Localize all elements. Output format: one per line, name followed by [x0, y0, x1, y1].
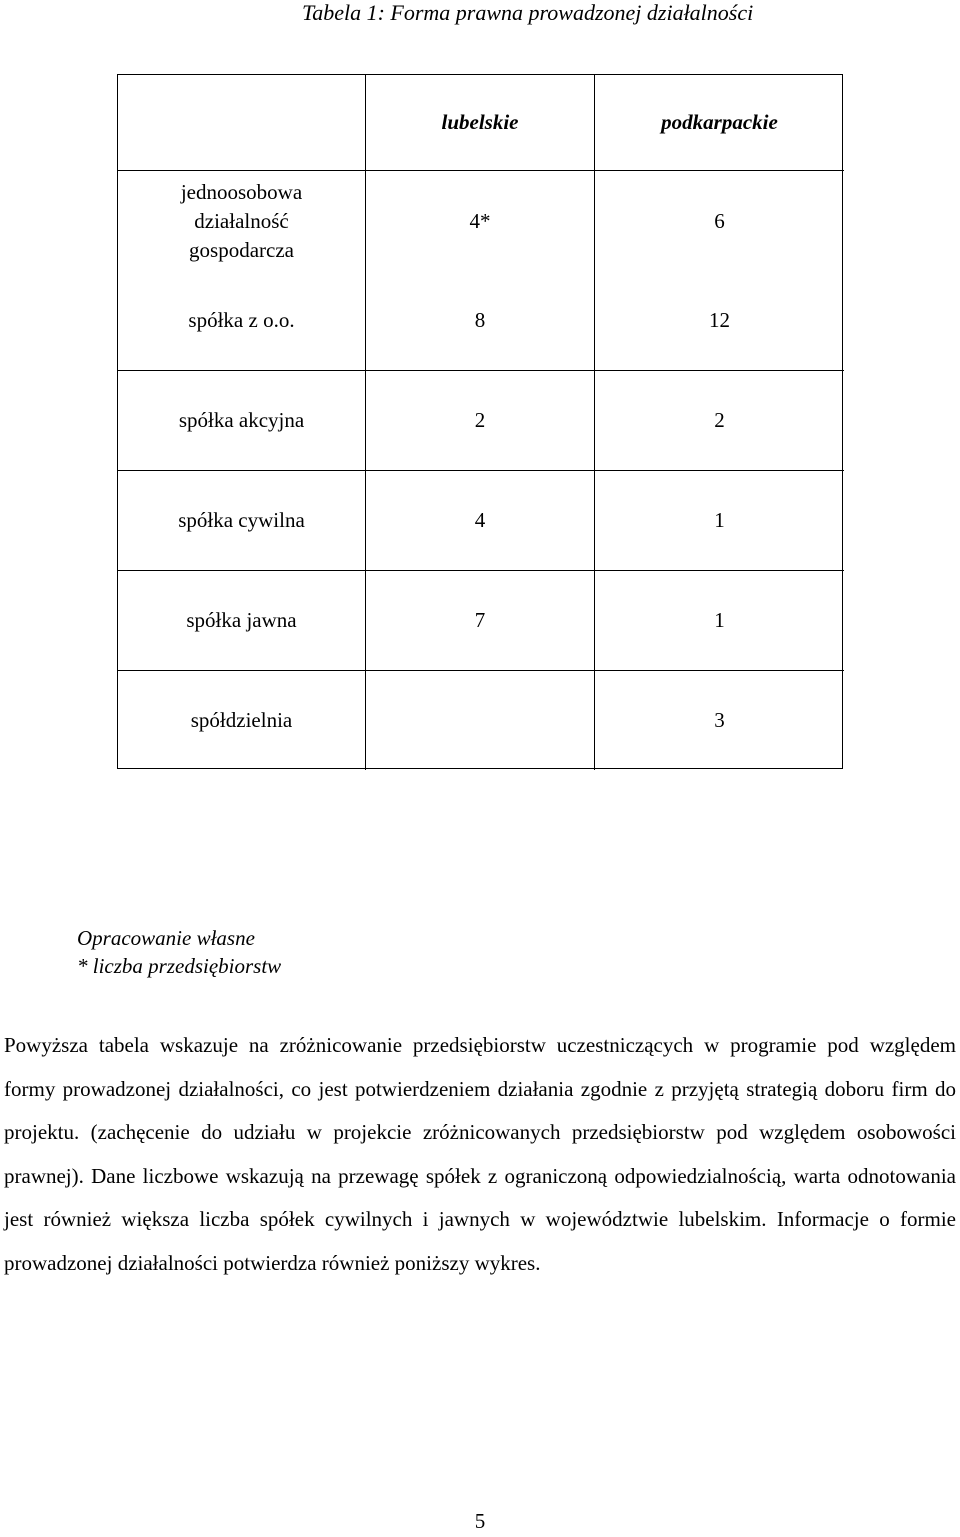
table-header-podkarpackie: podkarpackie: [595, 75, 844, 171]
body-paragraph: Powyższa tabela wskazuje na zróżnicowanie przedsiębiorstw uczestniczących w programie pod względem formy prowadzonej działalności, co jest potwierdzeniem działania zgodnie z przyjętą strategią doboru firm do projektu. (zachęcenie do udziału w projekcie zróżnicowanych przedsiębiorstw pod względem osobowości prawnej). Dane liczbowe wskazują na przewagę spółek z ograniczoną odpowiedzialnością, warta odnotowania jest również większa liczba spółek cywilnych i jawnych w województwie lubelskim. Informacje o formie prowadzonej działalności potwierdza również poniższy wykres.: [4, 1033, 956, 1275]
table-cell-lubelskie: [366, 671, 595, 770]
table-row-label: spółka cywilna: [118, 471, 366, 571]
table-header-corner: [118, 75, 366, 171]
table-cell-lubelskie: 4*: [366, 171, 595, 271]
table-row-label: spółka z o.o.: [118, 271, 366, 371]
table-cell-lubelskie: 7: [366, 571, 595, 671]
legal-form-table: [117, 74, 843, 769]
table-notes: [77, 924, 281, 980]
table-row-label: spółka jawna: [118, 571, 366, 671]
table-cell-podkarpackie: 2: [595, 371, 844, 471]
table-header-lubelskie: lubelskie: [366, 75, 595, 171]
table-cell-podkarpackie: 3: [714, 708, 725, 732]
table-row-label: spółka akcyjna: [118, 371, 366, 471]
table-cell-lubelskie: 8: [366, 271, 595, 371]
table-caption: Tabela 1: Forma prawna prowadzonej działalności: [302, 0, 754, 25]
table-cell-podkarpackie: 1: [595, 571, 844, 671]
table-cell-lubelskie: 4: [366, 471, 595, 571]
table-cell-podkarpackie: 6: [714, 208, 725, 233]
source-note: Opracowanie własne: [77, 926, 255, 950]
footnote: * liczba przedsiębiorstw: [77, 954, 282, 978]
table-cell-podkarpackie: 1: [595, 471, 844, 571]
page-number: 5: [474, 1509, 486, 1533]
table-row-label: spółdzielnia: [118, 671, 366, 770]
table-row-label: jednoosobowa działalność gospodarcza: [118, 171, 366, 271]
table-cell-lubelskie: 2: [366, 371, 595, 471]
table-cell-podkarpackie: 12: [595, 271, 844, 371]
